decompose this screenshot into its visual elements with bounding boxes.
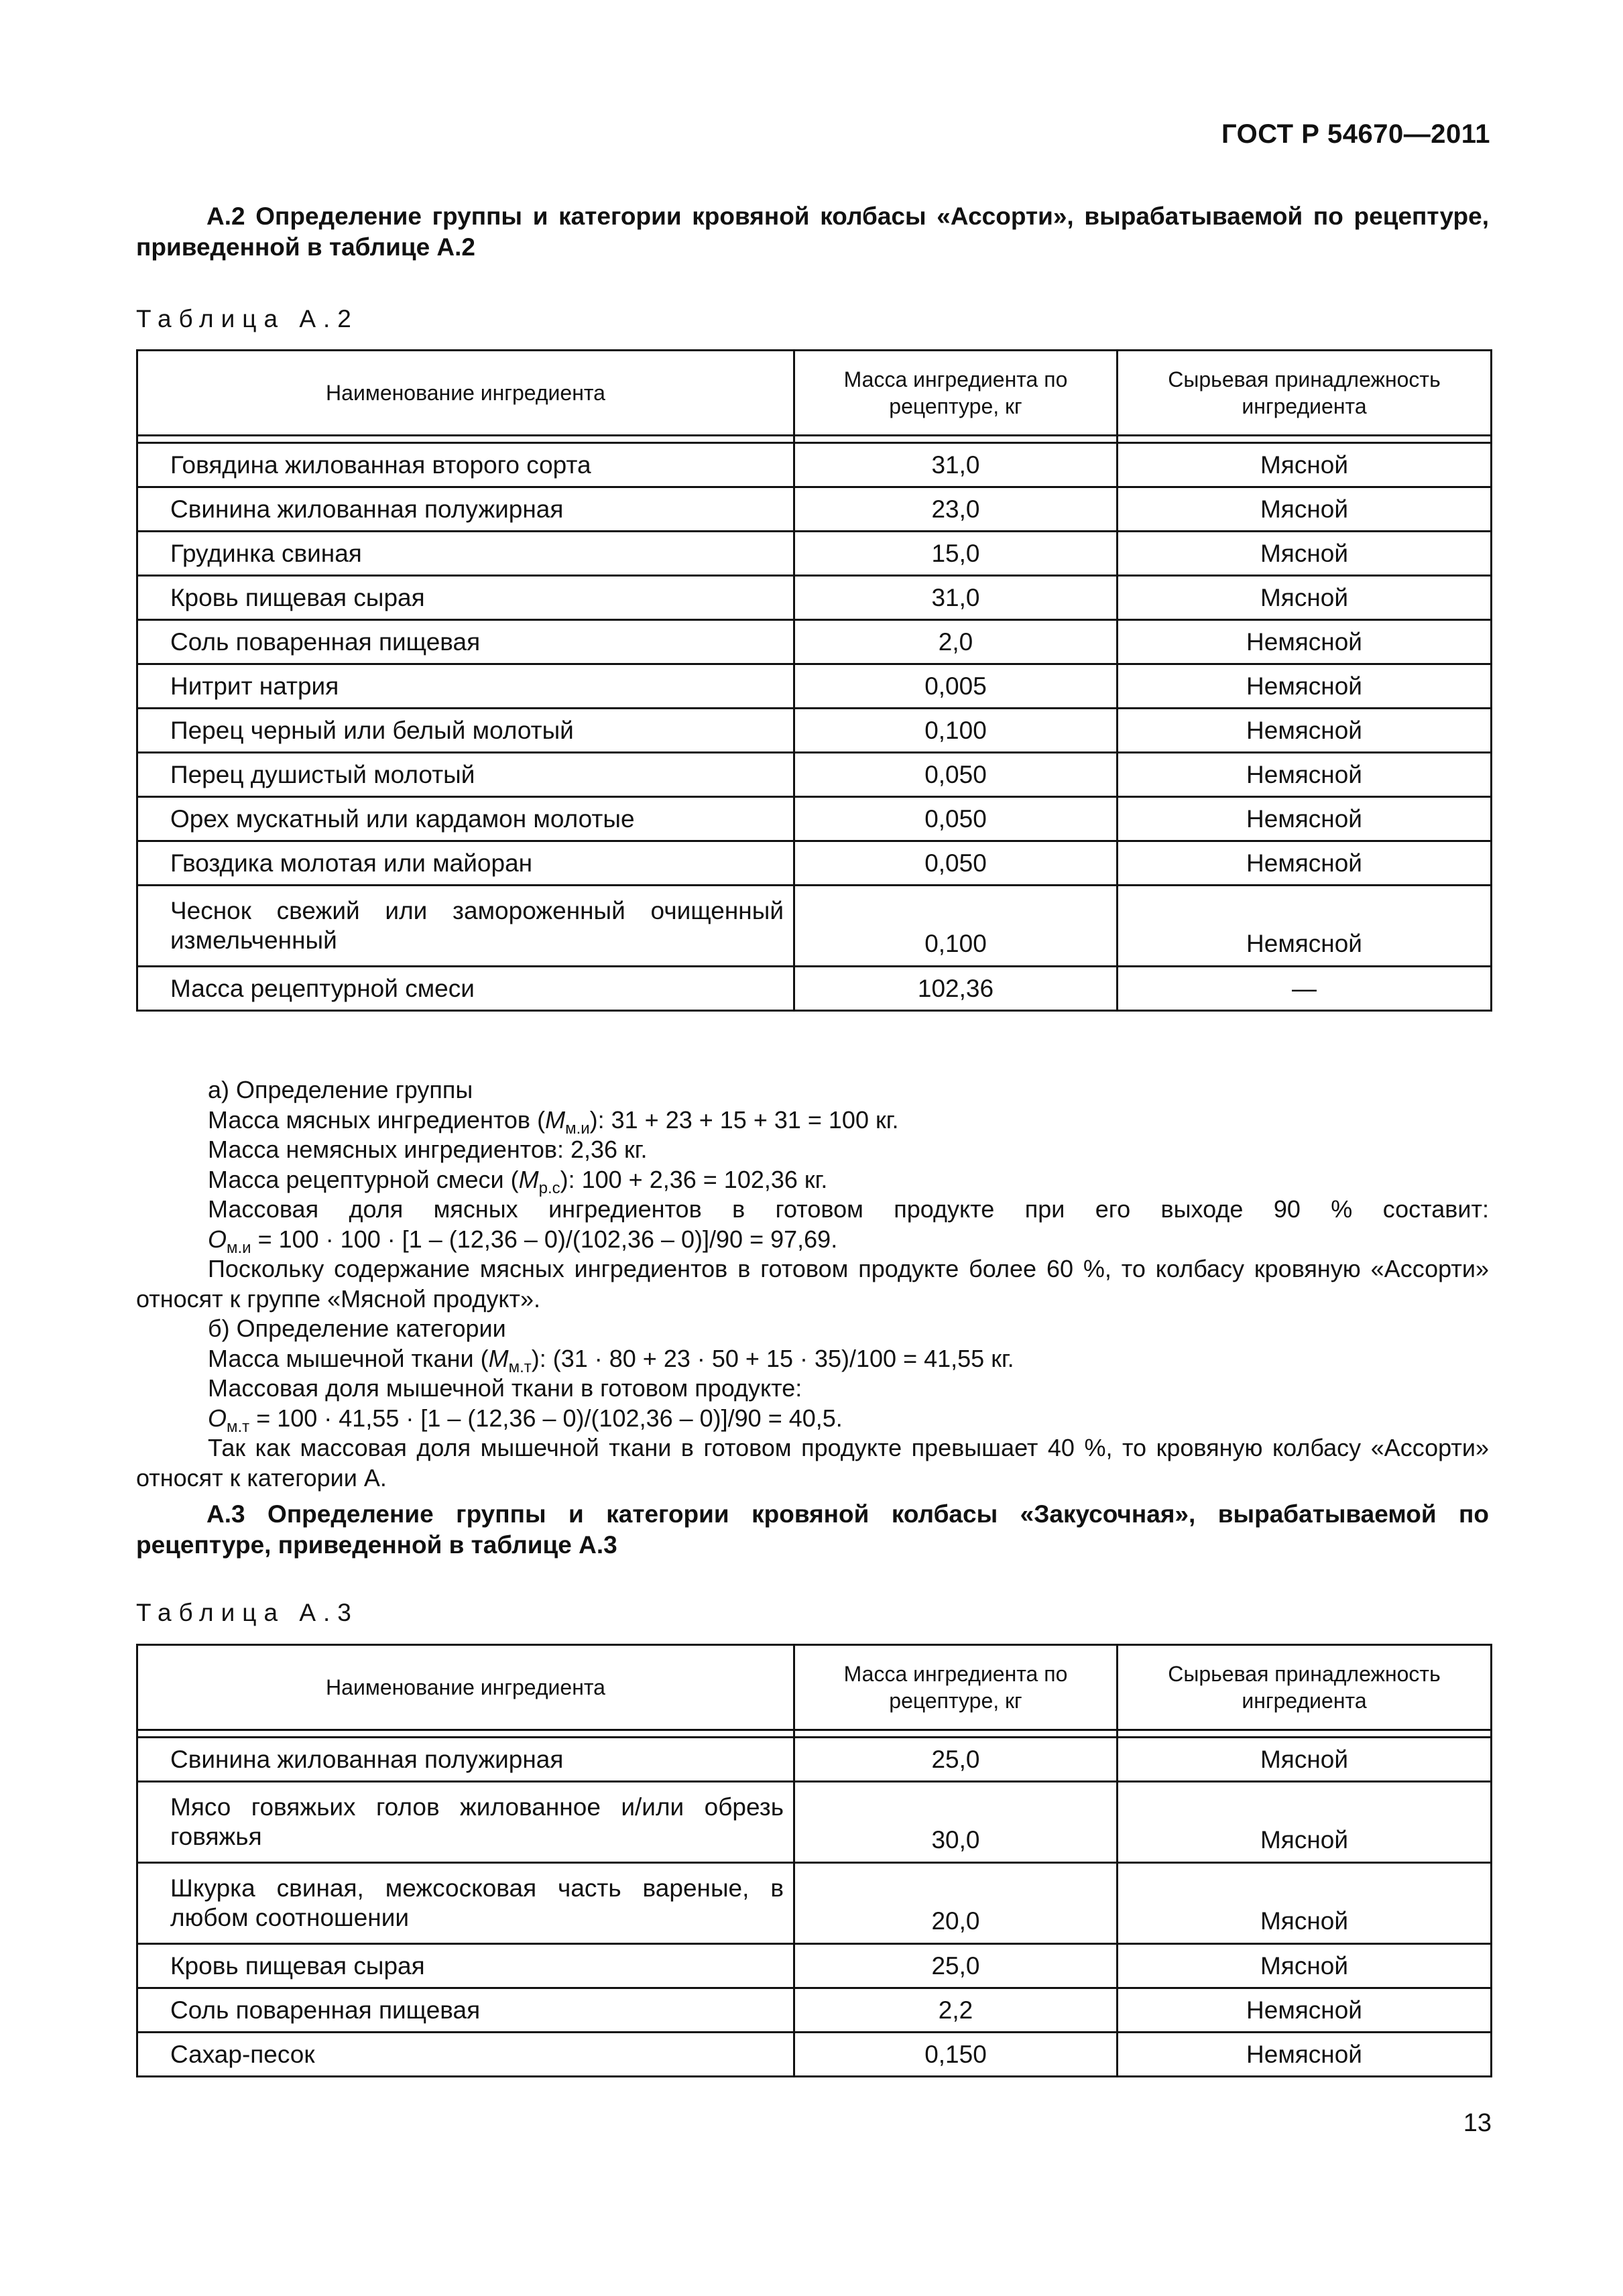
ingredient-mass: 20,0 <box>794 1863 1118 1944</box>
table-a3-header-row <box>137 1645 1492 1730</box>
table-row <box>137 797 1492 841</box>
ingredient-type: — <box>1118 967 1492 1011</box>
table-row <box>137 443 1492 487</box>
meat-share-formula: $O_{м.и} = 100 \cdot 100 \cdot [1 - (12,36 - 0)/(102,36 - 0)]/90 = 97,69$. <box>208 1225 838 1257</box>
ingredient-type: Немясной <box>1118 1988 1492 2033</box>
column-header-name: Наименование ингредиента <box>137 351 794 436</box>
section-a2-heading: А.2 Определение группы и категории кровяной колбасы «Ассорти», вырабатываемой по рецептуре, приведенной в таблице А.2 <box>136 202 1489 261</box>
table-row <box>137 2033 1492 2077</box>
table-row <box>137 620 1492 664</box>
table-row <box>137 1738 1492 1782</box>
ingredient-name: Сахар-песок <box>137 2033 794 2077</box>
standard-header: ГОСТ Р 54670—2011 <box>1221 119 1490 149</box>
ingredient-mass: 0,050 <box>794 797 1118 841</box>
ingredient-mass: 31,0 <box>794 443 1118 487</box>
table-row <box>137 886 1492 967</box>
nonmeat-mass-line: Масса немясных ингредиентов: 2,36 кг. <box>208 1136 648 1163</box>
table-row <box>137 1863 1492 1944</box>
ingredient-type: Немясной <box>1118 753 1492 797</box>
mix-mass-line: Масса рецептурной смеси $(M_{р.с})$: 100 + 2,36 = 102,36 кг. <box>208 1165 828 1197</box>
ingredient-name: Перец душистый молотый <box>137 753 794 797</box>
category-conclusion: Так как массовая доля мышечной ткани в готовом продукте превышает 40 %, то кровяную колбасу «Ассорти» относят к категории А. <box>136 1434 1489 1492</box>
table-a3 <box>136 1644 1492 2077</box>
table-row-total <box>137 967 1492 1011</box>
table-row <box>137 1782 1492 1863</box>
group-conclusion: Поскольку содержание мясных ингредиентов в готовом продукте более 60 %, то колбасу кровяную «Ассорти» относят к группе «Мясной продукт». <box>136 1255 1489 1313</box>
ingredient-mass: 15,0 <box>794 532 1118 576</box>
ingredient-name: Мясо говяжьих голов жилованное и/или обрезь говяжья <box>137 1782 794 1863</box>
table-row <box>137 487 1492 532</box>
ingredient-mass: 0,050 <box>794 753 1118 797</box>
ingredient-name: Свинина жилованная полужирная <box>137 1738 794 1782</box>
table-a3-caption: Таблица А.3 <box>136 1599 359 1626</box>
ingredient-mass: 0,050 <box>794 841 1118 886</box>
ingredient-type: Немясной <box>1118 797 1492 841</box>
column-header-type: Сырьевая принадлежность ингредиента <box>1118 1645 1492 1730</box>
ingredient-type: Немясной <box>1118 664 1492 709</box>
ingredient-name: Кровь пищевая сырая <box>137 576 794 620</box>
column-header-name: Наименование ингредиента <box>137 1645 794 1730</box>
ingredient-name: Орех мускатный или кардамон молотые <box>137 797 794 841</box>
ingredient-mass: 0,005 <box>794 664 1118 709</box>
ingredient-type: Мясной <box>1118 1738 1492 1782</box>
ingredient-type: Мясной <box>1118 1863 1492 1944</box>
column-header-mass: Масса ингредиента по рецептуре, кг <box>794 1645 1118 1730</box>
table-row <box>137 709 1492 753</box>
table-row <box>137 532 1492 576</box>
table-row <box>137 841 1492 886</box>
category-subheading: б) Определение категории <box>208 1315 506 1342</box>
ingredient-mass: 30,0 <box>794 1782 1118 1863</box>
group-subheading: а) Определение группы <box>208 1076 473 1103</box>
ingredient-mass: 0,150 <box>794 2033 1118 2077</box>
table-separator <box>137 436 1492 443</box>
ingredient-name: Соль поваренная пищевая <box>137 620 794 664</box>
meat-mass-line: Масса мясных ингредиентов $(M_{м.и})$: 31 + 23 + 15 + 31 = 100 кг. <box>208 1105 899 1138</box>
table-row <box>137 1944 1492 1988</box>
ingredient-type: Мясной <box>1118 532 1492 576</box>
ingredient-type: Немясной <box>1118 886 1492 967</box>
ingredient-name: Грудинка свиная <box>137 532 794 576</box>
ingredient-name: Чеснок свежий или замороженный очищенный измельченный <box>137 886 794 967</box>
ingredient-mass: 23,0 <box>794 487 1118 532</box>
ingredient-type: Немясной <box>1118 620 1492 664</box>
ingredient-type: Немясной <box>1118 2033 1492 2077</box>
ingredient-type: Немясной <box>1118 841 1492 886</box>
ingredient-mass: 31,0 <box>794 576 1118 620</box>
ingredient-mass: 102,36 <box>794 967 1118 1011</box>
ingredient-mass: 25,0 <box>794 1738 1118 1782</box>
table-row <box>137 576 1492 620</box>
ingredient-name: Масса рецептурной смеси <box>137 967 794 1011</box>
ingredient-name: Гвоздика молотая или майоран <box>137 841 794 886</box>
muscle-share-formula: $O_{м.т} = 100 \cdot 41,55 \cdot [1 - (12,36 - 0)/(102,36 - 0)]/90 = 40,5$. <box>208 1404 843 1436</box>
ingredient-name: Нитрит натрия <box>137 664 794 709</box>
ingredient-name: Шкурка свиная, межсосковая часть вареные, в любом соотношении <box>137 1863 794 1944</box>
meat-share-text: Массовая доля мясных ингредиентов в готовом продукте при его выходе 90 % составит: <box>208 1195 1489 1223</box>
ingredient-mass: 0,100 <box>794 709 1118 753</box>
ingredient-mass: 0,100 <box>794 886 1118 967</box>
column-header-type: Сырьевая принадлежность ингредиента <box>1118 351 1492 436</box>
ingredient-name: Соль поваренная пищевая <box>137 1988 794 2033</box>
ingredient-name: Кровь пищевая сырая <box>137 1944 794 1988</box>
ingredient-mass: 2,0 <box>794 620 1118 664</box>
ingredient-type: Мясной <box>1118 1782 1492 1863</box>
ingredient-type: Мясной <box>1118 443 1492 487</box>
calculation-block <box>136 1075 1489 1493</box>
muscle-share-text: Массовая доля мышечной ткани в готовом продукте: <box>208 1374 802 1402</box>
column-header-mass: Масса ингредиента по рецептуре, кг <box>794 351 1118 436</box>
ingredient-mass: 25,0 <box>794 1944 1118 1988</box>
ingredient-type: Немясной <box>1118 709 1492 753</box>
ingredient-mass: 2,2 <box>794 1988 1118 2033</box>
table-row <box>137 753 1492 797</box>
ingredient-name: Свинина жилованная полужирная <box>137 487 794 532</box>
ingredient-name: Говядина жилованная второго сорта <box>137 443 794 487</box>
table-a2 <box>136 349 1492 1012</box>
table-a2-caption: Таблица А.2 <box>136 305 359 333</box>
table-row <box>137 664 1492 709</box>
ingredient-type: Мясной <box>1118 1944 1492 1988</box>
section-a3-heading: А.3 Определение группы и категории кровяной колбасы «Закусочная», вырабатываемой по рецептуре, приведенной в таблице А.3 <box>136 1500 1489 1559</box>
muscle-mass-line: Масса мышечной ткани $(M_{м.т})$: (31 · 80 + 23 · 50 + 15 · 35)/100 = 41,55 кг. <box>208 1344 1014 1376</box>
table-separator <box>137 1730 1492 1738</box>
ingredient-type: Мясной <box>1118 487 1492 532</box>
table-row <box>137 1988 1492 2033</box>
table-a2-header-row <box>137 351 1492 436</box>
page-number: 13 <box>1463 2109 1492 2137</box>
ingredient-type: Мясной <box>1118 576 1492 620</box>
ingredient-name: Перец черный или белый молотый <box>137 709 794 753</box>
